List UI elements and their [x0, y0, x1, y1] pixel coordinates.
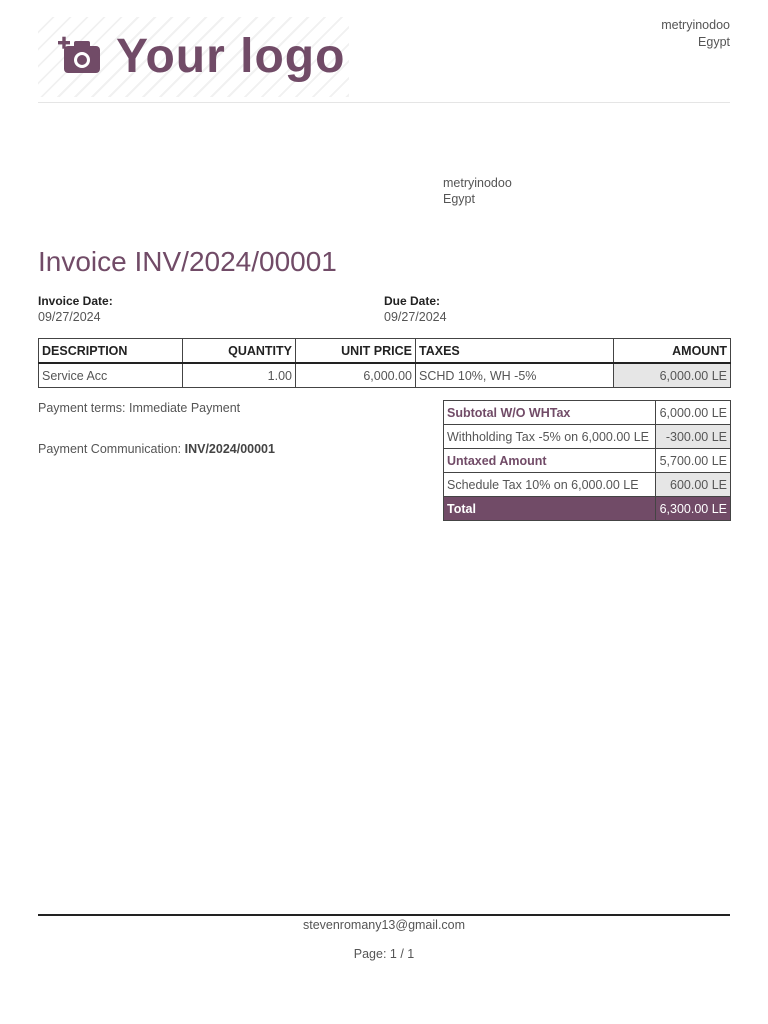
- payment-communication: [38, 441, 275, 457]
- line-description: Service Acc: [39, 363, 183, 388]
- page-number: Page: 1 / 1: [353, 947, 415, 961]
- company-country: Egypt: [698, 35, 730, 49]
- schedule-tax-label: Schedule Tax 10% on 6,000.00 LE: [444, 473, 656, 497]
- withholding-value: -300.00 LE: [655, 425, 730, 449]
- total-value: 6,300.00 LE: [655, 497, 730, 521]
- totals-table: [443, 400, 731, 521]
- due-date-value: 09/27/2024: [384, 310, 447, 324]
- line-quantity: 1.00: [183, 363, 296, 388]
- partner-address: [443, 175, 512, 207]
- invoice-date-label: Invoice Date:: [38, 294, 113, 308]
- line-unit-price: 6,000.00: [296, 363, 416, 388]
- line-amount: 6,000.00 LE: [614, 363, 731, 388]
- subtotal-label: Subtotal W/O WHTax: [444, 401, 656, 425]
- subtotal-row: [444, 401, 731, 425]
- partner-country: Egypt: [443, 192, 475, 206]
- footer-email: stevenromany13@gmail.com: [302, 918, 466, 932]
- table-header-row: [39, 339, 731, 364]
- payment-communication-value: INV/2024/00001: [184, 442, 275, 456]
- line-taxes: SCHD 10%, WH -5%: [416, 363, 614, 388]
- logo-text: Your logo: [116, 30, 346, 83]
- column-unit-price: UNIT PRICE: [296, 339, 416, 364]
- withholding-row: [444, 425, 731, 449]
- schedule-tax-row: [444, 473, 731, 497]
- partner-name: metryinodoo: [443, 176, 512, 190]
- column-amount: AMOUNT: [614, 339, 731, 364]
- invoice-title: Invoice INV/2024/00001: [38, 246, 337, 277]
- untaxed-label: Untaxed Amount: [444, 449, 656, 473]
- total-row: [444, 497, 731, 521]
- invoice-date-block: [38, 294, 113, 324]
- due-date-label: Due Date:: [384, 294, 441, 308]
- column-taxes: TAXES: [416, 339, 614, 364]
- footer-divider: [38, 914, 730, 916]
- column-quantity: QUANTITY: [183, 339, 296, 364]
- column-description: DESCRIPTION: [39, 339, 183, 364]
- invoice-date-value: 09/27/2024: [38, 310, 101, 324]
- subtotal-value: 6,000.00 LE: [655, 401, 730, 425]
- invoice-lines-table: [38, 338, 731, 388]
- payment-terms: Payment terms: Immediate Payment: [38, 401, 241, 415]
- header-divider: [38, 102, 730, 103]
- company-address: [661, 17, 730, 51]
- untaxed-value: 5,700.00 LE: [655, 449, 730, 473]
- withholding-label: Withholding Tax -5% on 6,000.00 LE: [444, 425, 656, 449]
- untaxed-row: [444, 449, 731, 473]
- total-label: Total: [444, 497, 656, 521]
- table-row: [39, 363, 731, 388]
- camera-plus-icon: [58, 36, 102, 76]
- payment-communication-label: Payment Communication:: [38, 442, 182, 456]
- schedule-tax-value: 600.00 LE: [655, 473, 730, 497]
- company-name: metryinodoo: [661, 18, 730, 32]
- due-date-block: [384, 294, 447, 324]
